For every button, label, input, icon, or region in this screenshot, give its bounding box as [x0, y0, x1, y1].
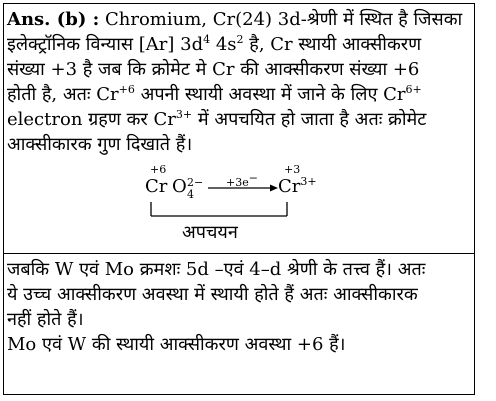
answer-line-5: electron ग्रहण कर $Cr^{3+}$ में अपचयित हो जाता है अतः क्रोमेट — [7, 108, 427, 130]
right-species: $Cr^{3+}$ — [278, 175, 317, 197]
answer-line-4: होती है, अतः $Cr^{+6}$ अपनी स्थायी अवस्था में जाने के लिए $Cr^{6+}$ — [7, 83, 422, 105]
answer-line-3: संख्या +3 है जब कि क्रोमेट मे Cr की आक्सीकरण संख्या +6 — [7, 59, 420, 80]
left-o-superscript: 2− — [187, 176, 204, 189]
footer-line-1: जबकि W एवं Mo क्रमशः 5d –एवं 4–d श्रेणी के तत्त्व हैं। अतः — [7, 259, 426, 280]
right-oxidation-state: +3 — [284, 163, 301, 176]
left-oxidation-state: +6 — [150, 163, 167, 176]
answer-label: Ans. (b) : — [7, 9, 100, 30]
footer-line-3: नहीं होते हैं। — [7, 309, 84, 330]
footer-line-2: ये उच्च आक्सीकरण अवस्था में स्थायी होते हैं अतः आक्सीकारक — [7, 284, 418, 305]
reduction-label: अपचयन — [182, 222, 238, 243]
answer-line-1: Ans. (b) : Chromium, Cr(24) 3d-श्रेणी में स्थित है जिसका — [7, 9, 463, 30]
answer-line-6: आक्सीकारक गुण दिखाते हैं। — [7, 134, 193, 155]
reaction-arrow-head — [270, 185, 278, 192]
left-o-subscript: 4 — [187, 188, 194, 201]
left-species: Cr — [145, 176, 168, 197]
section-divider — [3, 253, 475, 254]
left-oxygen: O — [172, 176, 187, 197]
footer-line-4: Mo एवं W की स्थायी आक्सीकरण अवस्था +6 हैं। — [7, 334, 346, 355]
arrow-label: +3e− — [226, 171, 258, 189]
answer-line-2: इलेक्ट्रॉनिक विन्यास [Ar] $3d^4$ $4s^2$ है, Cr स्थायी आक्सीकरण — [7, 33, 422, 55]
